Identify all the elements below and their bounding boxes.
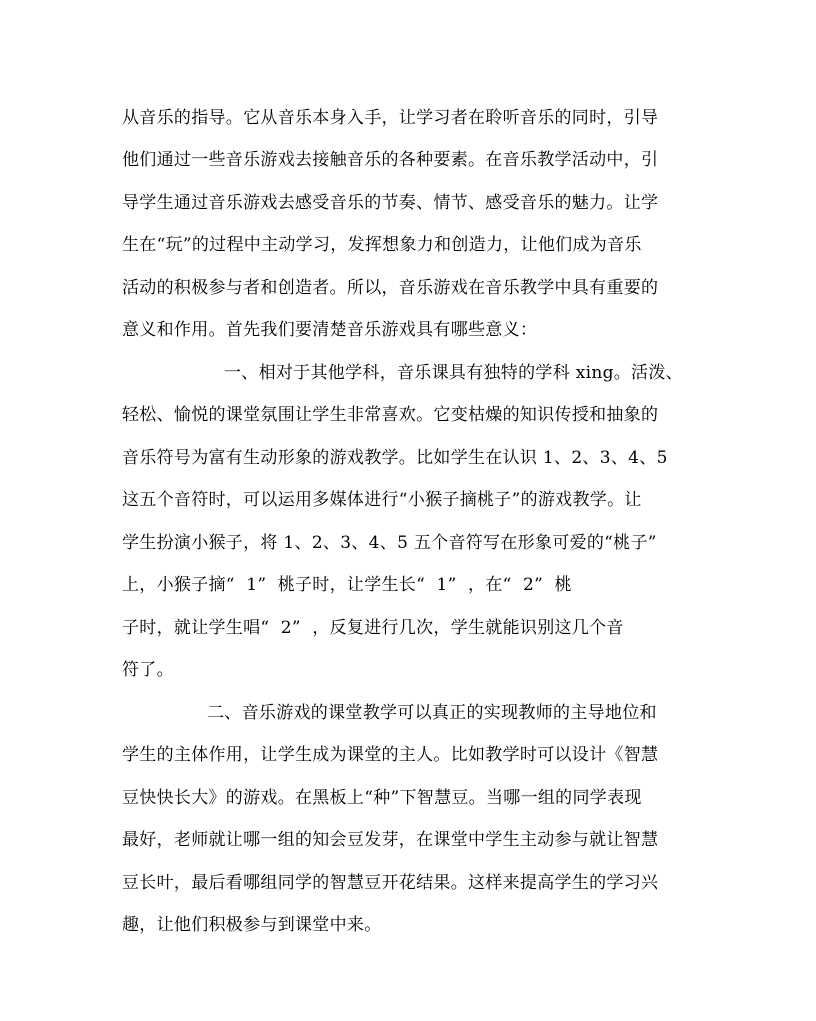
paragraph-3-line-2: 学生的主体作用，让学生成为课堂的主人。比如教学时可以设计《智慧: [122, 745, 659, 765]
paragraph-2-line-5: 学生扮演小猴子，将 1、2、3、4、5 五个音符写在形象可爱的“桃子”: [122, 533, 657, 553]
paragraph-1-line-5: 活动的积极参与者和创造者。所以，音乐游戏在音乐教学中具有重要的: [122, 278, 659, 298]
paragraph-2-line-7: 子时，就让学生唱“ 2” ，反复进行几次，学生就能识别这几个音: [122, 618, 624, 638]
paragraph-1-line-6: 意义和作用。首先我们要清楚音乐游戏具有哪些意义：: [122, 320, 538, 340]
paragraph-2-line-6: 上，小猴子摘“ 1” 桃子时，让学生长“ 1” ，在“ 2” 桃: [122, 575, 572, 595]
paragraph-2-line-1: 一、相对于其他学科，音乐课具有独特的学科 xing。活泼、: [224, 363, 683, 383]
paragraph-3-line-4: 最好，老师就让哪一组的知会豆发芽，在课堂中学生主动参与就让智慧: [122, 830, 659, 850]
paragraph-3-line-6: 趣，让他们积极参与到课堂中来。: [122, 915, 382, 935]
paragraph-2-line-8: 符了。: [122, 660, 174, 680]
paragraph-3-line-3: 豆快快长大》的游戏。在黑板上“种”下智慧豆。当哪一组的同学表现: [122, 788, 642, 808]
paragraph-1-line-3: 导学生通过音乐游戏去感受音乐的节奏、情节、感受音乐的魅力。让学: [122, 193, 659, 213]
paragraph-3-line-1: 二、音乐游戏的课堂教学可以真正的实现教师的主导地位和: [207, 703, 657, 723]
paragraph-1-line-4: 生在“玩”的过程中主动学习，发挥想象力和创造力，让他们成为音乐: [122, 235, 642, 255]
paragraph-1-line-2: 他们通过一些音乐游戏去接触音乐的各种要素。在音乐教学活动中，引: [122, 150, 659, 170]
paragraph-3-line-5: 豆长叶，最后看哪组同学的智慧豆开花结果。这样来提高学生的学习兴: [122, 873, 659, 893]
paragraph-2-line-4: 这五个音符时，可以运用多媒体进行“小猴子摘桃子”的游戏教学。让: [122, 490, 642, 510]
paragraph-2-line-3: 音乐符号为富有生动形象的游戏教学。比如学生在认识 1、2、3、4、5: [122, 448, 668, 468]
paragraph-2-line-2: 轻松、愉悦的课堂氛围让学生非常喜欢。它变枯燥的知识传授和抽象的: [122, 405, 659, 425]
paragraph-1-line-1: 从音乐的指导。它从音乐本身入手，让学习者在聆听音乐的同时，引导: [122, 108, 659, 128]
